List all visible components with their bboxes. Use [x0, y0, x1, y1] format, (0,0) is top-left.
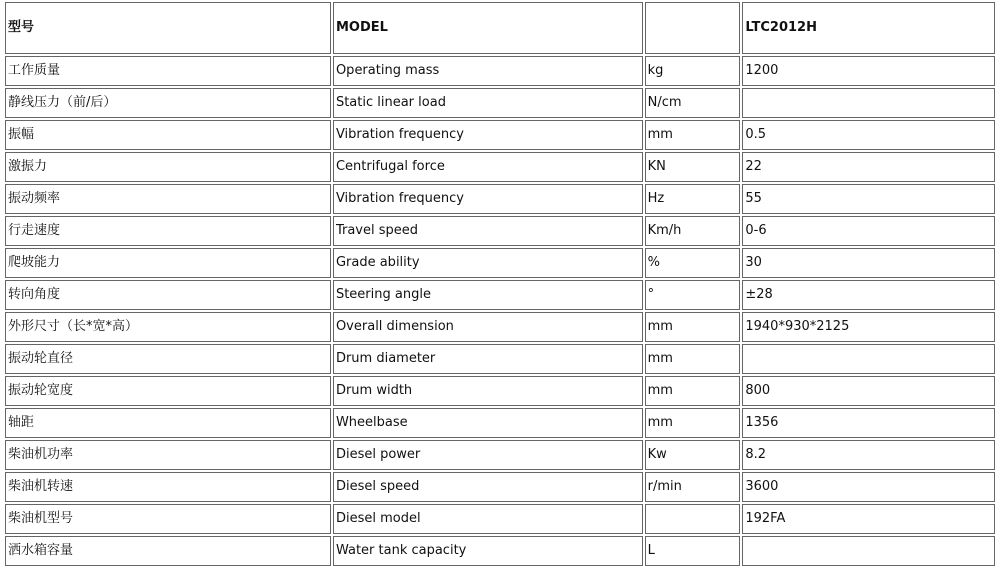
param-en-cell: Water tank capacity — [333, 536, 643, 566]
table-row — [5, 120, 995, 150]
param-cn-cell: 工作质量 — [5, 56, 331, 86]
table-row — [5, 152, 995, 182]
table-row — [5, 184, 995, 214]
unit-cell: mm — [645, 376, 741, 406]
header-cn-cell: 型号 — [5, 2, 331, 54]
param-en-cell: Centrifugal force — [333, 152, 643, 182]
value-cell: 55 — [742, 184, 995, 214]
param-cn-cell: 洒水箱容量 — [5, 536, 331, 566]
table-row — [5, 472, 995, 502]
value-cell: 800 — [742, 376, 995, 406]
param-cn-cell: 爬坡能力 — [5, 248, 331, 278]
param-en-cell: Diesel model — [333, 504, 643, 534]
param-cn-cell: 转向角度 — [5, 280, 331, 310]
unit-cell: mm — [645, 312, 741, 342]
param-cn-cell: 行走速度 — [5, 216, 331, 246]
param-cn-cell: 振幅 — [5, 120, 331, 150]
value-cell — [742, 536, 995, 566]
value-cell: 1200 — [742, 56, 995, 86]
param-en-cell: Static linear load — [333, 88, 643, 118]
param-cn-cell: 外形尺寸（长*宽*高） — [5, 312, 331, 342]
unit-cell: Hz — [645, 184, 741, 214]
param-cn-cell: 柴油机型号 — [5, 504, 331, 534]
param-en-cell: Operating mass — [333, 56, 643, 86]
param-en-cell: Drum diameter — [333, 344, 643, 374]
unit-cell: mm — [645, 408, 741, 438]
unit-cell: KN — [645, 152, 741, 182]
value-cell: 0.5 — [742, 120, 995, 150]
value-cell: 8.2 — [742, 440, 995, 470]
param-en-cell: Drum width — [333, 376, 643, 406]
table-row — [5, 312, 995, 342]
param-en-cell: Vibration frequency — [333, 120, 643, 150]
table-row — [5, 440, 995, 470]
table-row — [5, 504, 995, 534]
table-row — [5, 248, 995, 278]
value-cell — [742, 88, 995, 118]
param-en-cell: Travel speed — [333, 216, 643, 246]
value-cell — [742, 344, 995, 374]
table-row — [5, 344, 995, 374]
param-en-cell: Steering angle — [333, 280, 643, 310]
param-cn-cell: 柴油机功率 — [5, 440, 331, 470]
unit-cell: r/min — [645, 472, 741, 502]
value-cell: 30 — [742, 248, 995, 278]
header-unit-cell — [645, 2, 741, 54]
unit-cell: mm — [645, 120, 741, 150]
param-cn-cell: 振动轮宽度 — [5, 376, 331, 406]
value-cell: 22 — [742, 152, 995, 182]
value-cell: 3600 — [742, 472, 995, 502]
value-cell: ±28 — [742, 280, 995, 310]
unit-cell: % — [645, 248, 741, 278]
unit-cell: N/cm — [645, 88, 741, 118]
param-cn-cell: 激振力 — [5, 152, 331, 182]
param-cn-cell: 柴油机转速 — [5, 472, 331, 502]
param-en-cell: Diesel speed — [333, 472, 643, 502]
unit-cell: L — [645, 536, 741, 566]
header-model-cell: LTC2012H — [742, 2, 995, 54]
value-cell: 1940*930*2125 — [742, 312, 995, 342]
unit-cell: Kw — [645, 440, 741, 470]
param-en-cell: Diesel power — [333, 440, 643, 470]
table-row — [5, 280, 995, 310]
spec-table — [3, 0, 997, 568]
table-row — [5, 408, 995, 438]
table-row — [5, 376, 995, 406]
table-row — [5, 536, 995, 566]
param-en-cell: Grade ability — [333, 248, 643, 278]
param-cn-cell: 静线压力（前/后） — [5, 88, 331, 118]
value-cell: 0-6 — [742, 216, 995, 246]
table-row — [5, 88, 995, 118]
table-row — [5, 216, 995, 246]
value-cell: 192FA — [742, 504, 995, 534]
param-en-cell: Overall dimension — [333, 312, 643, 342]
param-cn-cell: 轴距 — [5, 408, 331, 438]
unit-cell — [645, 504, 741, 534]
param-en-cell: Wheelbase — [333, 408, 643, 438]
param-cn-cell: 振动轮直径 — [5, 344, 331, 374]
header-en-cell: MODEL — [333, 2, 643, 54]
table-row — [5, 56, 995, 86]
param-en-cell: Vibration frequency — [333, 184, 643, 214]
unit-cell: ° — [645, 280, 741, 310]
unit-cell: Km/h — [645, 216, 741, 246]
unit-cell: kg — [645, 56, 741, 86]
param-cn-cell: 振动频率 — [5, 184, 331, 214]
unit-cell: mm — [645, 344, 741, 374]
value-cell: 1356 — [742, 408, 995, 438]
header-row — [5, 2, 995, 54]
